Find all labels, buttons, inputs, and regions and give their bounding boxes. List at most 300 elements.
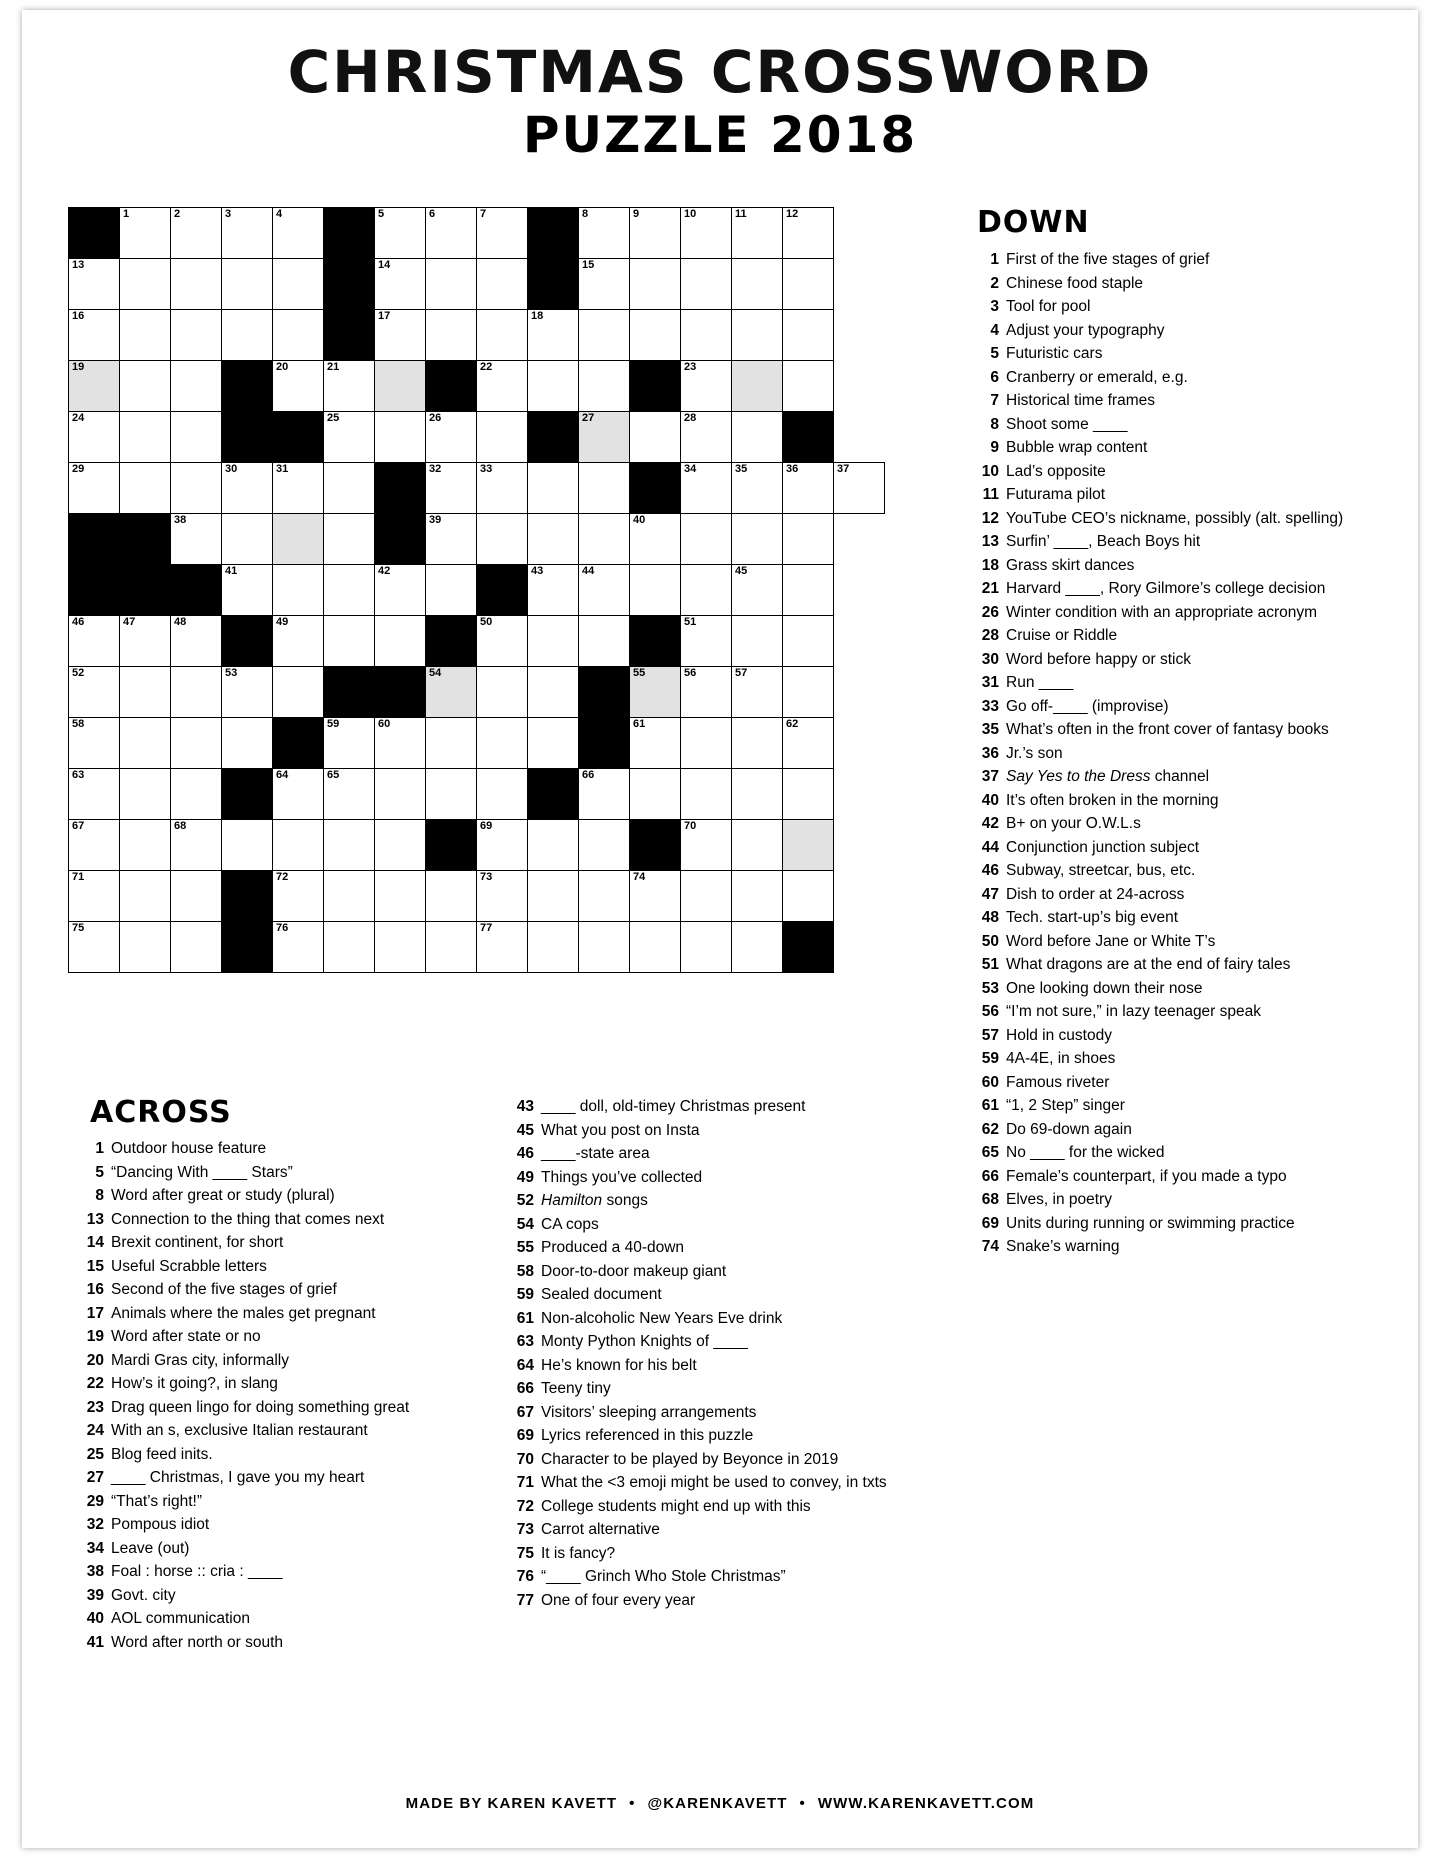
- grid-cell-block: [783, 922, 834, 973]
- across-clue-item[interactable]: [512, 1450, 932, 1471]
- grid-cell[interactable]: [171, 514, 222, 565]
- down-clue-item[interactable]: [977, 744, 1397, 765]
- grid-cell[interactable]: [477, 769, 528, 820]
- grid-cell[interactable]: [681, 616, 732, 667]
- across-clue-item[interactable]: [82, 1280, 502, 1301]
- down-clue-item[interactable]: [977, 673, 1397, 694]
- down-clue-number: 44: [981, 838, 999, 856]
- grid-cell[interactable]: [630, 565, 681, 616]
- grid-cell[interactable]: [120, 769, 171, 820]
- grid-cell[interactable]: [426, 310, 477, 361]
- grid-cell[interactable]: [273, 463, 324, 514]
- grid-cell[interactable]: [426, 463, 477, 514]
- across-clue-item[interactable]: [82, 1210, 502, 1231]
- grid-cell[interactable]: [273, 514, 324, 565]
- grid-cell[interactable]: [477, 871, 528, 922]
- grid-cell[interactable]: [681, 412, 732, 463]
- grid-cell[interactable]: [681, 259, 732, 310]
- grid-cell[interactable]: [120, 412, 171, 463]
- grid-cell[interactable]: [528, 310, 579, 361]
- grid-cell[interactable]: [171, 769, 222, 820]
- down-clue-item[interactable]: [977, 603, 1397, 624]
- grid-cell[interactable]: [732, 514, 783, 565]
- across-clue-item[interactable]: [82, 1515, 502, 1536]
- grid-cell[interactable]: [579, 361, 630, 412]
- grid-cell[interactable]: [375, 718, 426, 769]
- grid-cell[interactable]: [426, 208, 477, 259]
- grid-cell[interactable]: [630, 412, 681, 463]
- down-clue-item[interactable]: [977, 462, 1397, 483]
- across-clue-item[interactable]: [512, 1144, 932, 1165]
- grid-cell[interactable]: [528, 616, 579, 667]
- grid-cell[interactable]: [69, 667, 120, 718]
- grid-cell[interactable]: [783, 871, 834, 922]
- down-clue-item[interactable]: [977, 1026, 1397, 1047]
- grid-cell[interactable]: [222, 310, 273, 361]
- grid-cell[interactable]: [783, 616, 834, 667]
- grid-cell[interactable]: [426, 514, 477, 565]
- puzzle-sheet: [22, 10, 1418, 1848]
- grid-cell[interactable]: [69, 412, 120, 463]
- grid-cell[interactable]: [528, 565, 579, 616]
- grid-cell[interactable]: [324, 565, 375, 616]
- grid-cell[interactable]: [579, 922, 630, 973]
- grid-cell[interactable]: [324, 463, 375, 514]
- grid-cell[interactable]: [783, 820, 834, 871]
- grid-cell[interactable]: [375, 820, 426, 871]
- down-clue-item[interactable]: [977, 908, 1397, 929]
- grid-cell[interactable]: [579, 769, 630, 820]
- down-clue-item[interactable]: [977, 1120, 1397, 1141]
- across-clue-item[interactable]: [512, 1285, 932, 1306]
- grid-cell[interactable]: [69, 922, 120, 973]
- grid-cell[interactable]: [732, 820, 783, 871]
- down-clue-item[interactable]: [977, 791, 1397, 812]
- grid-cell[interactable]: [681, 514, 732, 565]
- grid-cell[interactable]: [528, 871, 579, 922]
- down-clue-item[interactable]: [977, 1096, 1397, 1117]
- across-clue-item[interactable]: [512, 1332, 932, 1353]
- grid-cell[interactable]: [477, 412, 528, 463]
- grid-cell[interactable]: [732, 310, 783, 361]
- grid-cell-number: 15: [582, 259, 595, 271]
- grid-cell[interactable]: [120, 463, 171, 514]
- down-clue-item[interactable]: [977, 1049, 1397, 1070]
- grid-cell[interactable]: [375, 412, 426, 463]
- down-clue-item[interactable]: [977, 250, 1397, 271]
- grid-cell[interactable]: [783, 769, 834, 820]
- grid-cell[interactable]: [222, 667, 273, 718]
- down-clue-item[interactable]: [977, 297, 1397, 318]
- grid-cell[interactable]: [528, 718, 579, 769]
- grid-cell[interactable]: [171, 718, 222, 769]
- grid-cell[interactable]: [324, 361, 375, 412]
- grid-cell[interactable]: [324, 769, 375, 820]
- down-clue-item[interactable]: [977, 955, 1397, 976]
- across-clue-item[interactable]: [512, 1356, 932, 1377]
- grid-cell[interactable]: [222, 514, 273, 565]
- grid-cell[interactable]: [120, 667, 171, 718]
- grid-cell[interactable]: [324, 820, 375, 871]
- grid-cell[interactable]: [171, 463, 222, 514]
- grid-cell[interactable]: [579, 463, 630, 514]
- grid-cell[interactable]: [528, 667, 579, 718]
- down-clue-item[interactable]: [977, 932, 1397, 953]
- grid-cell[interactable]: [477, 718, 528, 769]
- grid-cell-block: [324, 310, 375, 361]
- down-clue-item[interactable]: [977, 814, 1397, 835]
- grid-table[interactable]: [68, 207, 885, 973]
- grid-cell[interactable]: [273, 922, 324, 973]
- across-clue-item[interactable]: [82, 1233, 502, 1254]
- grid-cell[interactable]: [120, 208, 171, 259]
- grid-cell[interactable]: [732, 769, 783, 820]
- grid-cell[interactable]: [171, 871, 222, 922]
- grid-cell[interactable]: [171, 361, 222, 412]
- grid-cell[interactable]: [477, 208, 528, 259]
- across-clue-item[interactable]: [512, 1567, 932, 1588]
- grid-cell[interactable]: [171, 310, 222, 361]
- across-clue-text: What you post on Insta: [541, 1121, 700, 1139]
- grid-cell[interactable]: [426, 667, 477, 718]
- down-clue-number: 35: [981, 721, 999, 738]
- grid-cell[interactable]: [630, 259, 681, 310]
- across-clue-item[interactable]: [82, 1421, 502, 1442]
- grid-cell[interactable]: [528, 922, 579, 973]
- grid-cell[interactable]: [579, 616, 630, 667]
- grid-cell[interactable]: [273, 667, 324, 718]
- down-clue-number: 26: [981, 603, 999, 621]
- across-clue-item[interactable]: [512, 1262, 932, 1283]
- grid-cell[interactable]: [426, 259, 477, 310]
- grid-cell[interactable]: [171, 922, 222, 973]
- down-clue-item[interactable]: [977, 321, 1397, 342]
- grid-cell[interactable]: [69, 871, 120, 922]
- grid-cell[interactable]: [273, 565, 324, 616]
- grid-cell[interactable]: [477, 463, 528, 514]
- grid-cell[interactable]: [69, 820, 120, 871]
- grid-cell[interactable]: [477, 310, 528, 361]
- across-clue-item[interactable]: [82, 1327, 502, 1348]
- grid-cell[interactable]: [171, 208, 222, 259]
- across-clue-item[interactable]: [512, 1379, 932, 1400]
- grid-cell[interactable]: [324, 871, 375, 922]
- down-clue-item[interactable]: [977, 556, 1397, 577]
- across-clue-item[interactable]: [82, 1351, 502, 1372]
- grid-cell[interactable]: [681, 769, 732, 820]
- grid-cell[interactable]: [681, 718, 732, 769]
- grid-cell[interactable]: [69, 616, 120, 667]
- down-clue-item[interactable]: [977, 720, 1397, 741]
- across-clue-item[interactable]: [82, 1539, 502, 1560]
- down-clue-item[interactable]: [977, 838, 1397, 859]
- across-clue-item[interactable]: [82, 1633, 502, 1654]
- grid-cell[interactable]: [324, 412, 375, 463]
- down-clue-item[interactable]: [977, 415, 1397, 436]
- grid-cell[interactable]: [783, 361, 834, 412]
- grid-cell[interactable]: [783, 259, 834, 310]
- grid-cell[interactable]: [630, 769, 681, 820]
- grid-cell[interactable]: [375, 208, 426, 259]
- grid-cell[interactable]: [426, 922, 477, 973]
- grid-cell-block: [324, 208, 375, 259]
- grid-cell[interactable]: [426, 412, 477, 463]
- down-clue-item[interactable]: [977, 1237, 1397, 1258]
- grid-cell[interactable]: [579, 208, 630, 259]
- down-clue-text: Word before Jane or White T’s: [1006, 932, 1216, 950]
- across-clue-item[interactable]: [512, 1591, 932, 1612]
- grid-cell[interactable]: [681, 820, 732, 871]
- across-clue-item[interactable]: [512, 1309, 932, 1330]
- grid-cell[interactable]: [324, 718, 375, 769]
- across-clue-item[interactable]: [82, 1586, 502, 1607]
- grid-cell[interactable]: [120, 310, 171, 361]
- across-clue-item[interactable]: [82, 1398, 502, 1419]
- grid-cell[interactable]: [171, 412, 222, 463]
- across-clue-item[interactable]: [82, 1186, 502, 1207]
- across-clue-item[interactable]: [512, 1168, 932, 1189]
- grid-cell[interactable]: [630, 208, 681, 259]
- grid-cell[interactable]: [120, 871, 171, 922]
- across-clue-item[interactable]: [82, 1304, 502, 1325]
- grid-cell[interactable]: [426, 871, 477, 922]
- grid-cell[interactable]: [222, 718, 273, 769]
- across-clue-item[interactable]: [512, 1544, 932, 1565]
- grid-cell[interactable]: [630, 871, 681, 922]
- grid-cell[interactable]: [273, 820, 324, 871]
- grid-cell[interactable]: [528, 820, 579, 871]
- grid-cell[interactable]: [732, 259, 783, 310]
- grid-cell[interactable]: [120, 616, 171, 667]
- grid-cell[interactable]: [375, 259, 426, 310]
- grid-cell[interactable]: [273, 871, 324, 922]
- grid-cell[interactable]: [375, 922, 426, 973]
- grid-cell[interactable]: [120, 718, 171, 769]
- across-clue-item[interactable]: [512, 1403, 932, 1424]
- crossword-grid[interactable]: [68, 207, 885, 973]
- down-clue-item[interactable]: [977, 767, 1397, 788]
- grid-cell[interactable]: [375, 871, 426, 922]
- grid-cell[interactable]: [171, 667, 222, 718]
- grid-cell[interactable]: [579, 820, 630, 871]
- grid-cell[interactable]: [579, 412, 630, 463]
- grid-cell[interactable]: [783, 310, 834, 361]
- footer-website[interactable]: WWW.KARENKAVETT.COM: [817, 1795, 1035, 1812]
- down-clue-item[interactable]: [977, 532, 1397, 553]
- grid-cell[interactable]: [69, 259, 120, 310]
- grid-cell[interactable]: [426, 565, 477, 616]
- grid-cell[interactable]: [69, 361, 120, 412]
- grid-cell[interactable]: [375, 616, 426, 667]
- grid-cell[interactable]: [222, 565, 273, 616]
- grid-row: [69, 463, 885, 514]
- grid-cell[interactable]: [171, 820, 222, 871]
- across-clue-item[interactable]: [82, 1139, 502, 1160]
- down-clue-item[interactable]: [977, 438, 1397, 459]
- grid-cell[interactable]: [579, 514, 630, 565]
- down-clue-item[interactable]: [977, 861, 1397, 882]
- grid-cell[interactable]: [783, 463, 834, 514]
- across-column-1: [82, 1139, 502, 1656]
- grid-cell[interactable]: [477, 259, 528, 310]
- across-clue-item[interactable]: [512, 1215, 932, 1236]
- across-clue-item[interactable]: [82, 1163, 502, 1184]
- grid-cell[interactable]: [273, 361, 324, 412]
- across-clue-item[interactable]: [512, 1426, 932, 1447]
- grid-cell[interactable]: [477, 616, 528, 667]
- down-clue-number: 65: [981, 1144, 999, 1161]
- across-clue-item[interactable]: [512, 1238, 932, 1259]
- grid-cell[interactable]: [171, 616, 222, 667]
- grid-cell[interactable]: [528, 514, 579, 565]
- grid-cell[interactable]: [732, 616, 783, 667]
- down-clue-item[interactable]: [977, 274, 1397, 295]
- grid-cell[interactable]: [681, 208, 732, 259]
- grid-cell[interactable]: [477, 820, 528, 871]
- grid-cell[interactable]: [630, 667, 681, 718]
- grid-cell[interactable]: [477, 514, 528, 565]
- grid-cell[interactable]: [222, 208, 273, 259]
- grid-cell[interactable]: [375, 361, 426, 412]
- across-clue-item[interactable]: [82, 1609, 502, 1630]
- grid-cell[interactable]: [783, 667, 834, 718]
- grid-cell[interactable]: [783, 208, 834, 259]
- across-clue-item[interactable]: [512, 1121, 932, 1142]
- across-clue-item[interactable]: [512, 1097, 932, 1118]
- grid-cell[interactable]: [681, 922, 732, 973]
- grid-cell[interactable]: [69, 718, 120, 769]
- across-clue-item[interactable]: [82, 1374, 502, 1395]
- across-clue-item[interactable]: [512, 1520, 932, 1541]
- grid-cell[interactable]: [171, 259, 222, 310]
- grid-cell[interactable]: [732, 667, 783, 718]
- grid-cell-block: [375, 667, 426, 718]
- grid-cell[interactable]: [69, 463, 120, 514]
- down-clue-item[interactable]: [977, 1073, 1397, 1094]
- down-clue-item[interactable]: [977, 579, 1397, 600]
- grid-cell[interactable]: [426, 718, 477, 769]
- grid-cell[interactable]: [834, 463, 885, 514]
- grid-cell[interactable]: [120, 361, 171, 412]
- grid-cell[interactable]: [222, 463, 273, 514]
- grid-cell[interactable]: [681, 361, 732, 412]
- grid-cell[interactable]: [630, 310, 681, 361]
- across-clue-item[interactable]: [82, 1257, 502, 1278]
- grid-cell[interactable]: [273, 616, 324, 667]
- grid-cell[interactable]: [732, 922, 783, 973]
- grid-cell[interactable]: [681, 565, 732, 616]
- grid-cell[interactable]: [528, 361, 579, 412]
- down-clue-item[interactable]: [977, 485, 1397, 506]
- down-clue-item[interactable]: [977, 885, 1397, 906]
- grid-cell[interactable]: [783, 565, 834, 616]
- grid-cell[interactable]: [477, 922, 528, 973]
- grid-cell[interactable]: [732, 871, 783, 922]
- grid-cell[interactable]: [375, 310, 426, 361]
- down-clue-item[interactable]: [977, 391, 1397, 412]
- grid-cell[interactable]: [477, 361, 528, 412]
- footer-handle[interactable]: @KARENKAVETT: [647, 1795, 788, 1812]
- down-clue-item[interactable]: [977, 509, 1397, 530]
- across-clue-item[interactable]: [512, 1497, 932, 1518]
- grid-cell[interactable]: [222, 820, 273, 871]
- grid-cell[interactable]: [324, 922, 375, 973]
- down-clue-item[interactable]: [977, 344, 1397, 365]
- grid-cell-number: 7: [480, 208, 487, 220]
- down-clue-item[interactable]: [977, 979, 1397, 1000]
- grid-cell[interactable]: [426, 769, 477, 820]
- across-clue-item[interactable]: [512, 1473, 932, 1494]
- down-clue-item[interactable]: [977, 1190, 1397, 1211]
- grid-cell[interactable]: [120, 820, 171, 871]
- grid-cell[interactable]: [681, 667, 732, 718]
- grid-cell-block: [528, 208, 579, 259]
- grid-cell[interactable]: [375, 769, 426, 820]
- down-clue-item[interactable]: [977, 650, 1397, 671]
- down-clue-item[interactable]: [977, 626, 1397, 647]
- grid-cell[interactable]: [222, 259, 273, 310]
- down-clue-item[interactable]: [977, 1143, 1397, 1164]
- grid-cell[interactable]: [120, 922, 171, 973]
- grid-cell[interactable]: [579, 871, 630, 922]
- grid-cell[interactable]: [732, 718, 783, 769]
- down-clue-item[interactable]: [977, 1002, 1397, 1023]
- across-clue-item[interactable]: [82, 1492, 502, 1513]
- grid-cell[interactable]: [681, 463, 732, 514]
- grid-cell[interactable]: [69, 310, 120, 361]
- grid-cell[interactable]: [69, 769, 120, 820]
- grid-cell[interactable]: [630, 514, 681, 565]
- grid-cell[interactable]: [681, 871, 732, 922]
- grid-cell[interactable]: [273, 310, 324, 361]
- grid-cell-number: 56: [684, 667, 697, 679]
- grid-cell[interactable]: [681, 310, 732, 361]
- grid-cell[interactable]: [732, 412, 783, 463]
- across-clue-item[interactable]: [512, 1191, 932, 1212]
- grid-cell-number: 51: [684, 616, 697, 628]
- grid-cell[interactable]: [120, 259, 171, 310]
- grid-cell[interactable]: [273, 208, 324, 259]
- across-clue-item[interactable]: [82, 1562, 502, 1583]
- grid-cell[interactable]: [375, 565, 426, 616]
- grid-cell[interactable]: [783, 514, 834, 565]
- grid-cell[interactable]: [528, 463, 579, 514]
- down-clue-item[interactable]: [977, 1167, 1397, 1188]
- grid-cell[interactable]: [273, 769, 324, 820]
- grid-cell[interactable]: [732, 208, 783, 259]
- grid-cell[interactable]: [273, 259, 324, 310]
- across-clue-item[interactable]: [82, 1468, 502, 1489]
- grid-cell[interactable]: [783, 718, 834, 769]
- down-clue-item[interactable]: [977, 697, 1397, 718]
- grid-cell[interactable]: [732, 463, 783, 514]
- across-clue-text: Teeny tiny: [541, 1380, 611, 1397]
- grid-cell[interactable]: [630, 922, 681, 973]
- grid-cell[interactable]: [579, 310, 630, 361]
- grid-cell[interactable]: [630, 718, 681, 769]
- grid-cell[interactable]: [732, 361, 783, 412]
- grid-cell[interactable]: [579, 565, 630, 616]
- grid-cell[interactable]: [579, 259, 630, 310]
- grid-cell-number: 34: [684, 463, 697, 475]
- down-clue-item[interactable]: [977, 1214, 1397, 1235]
- down-clue-item[interactable]: [977, 368, 1397, 389]
- grid-cell[interactable]: [324, 514, 375, 565]
- grid-cell[interactable]: [732, 565, 783, 616]
- across-clue-item[interactable]: [82, 1445, 502, 1466]
- grid-cell[interactable]: [324, 616, 375, 667]
- grid-cell[interactable]: [477, 667, 528, 718]
